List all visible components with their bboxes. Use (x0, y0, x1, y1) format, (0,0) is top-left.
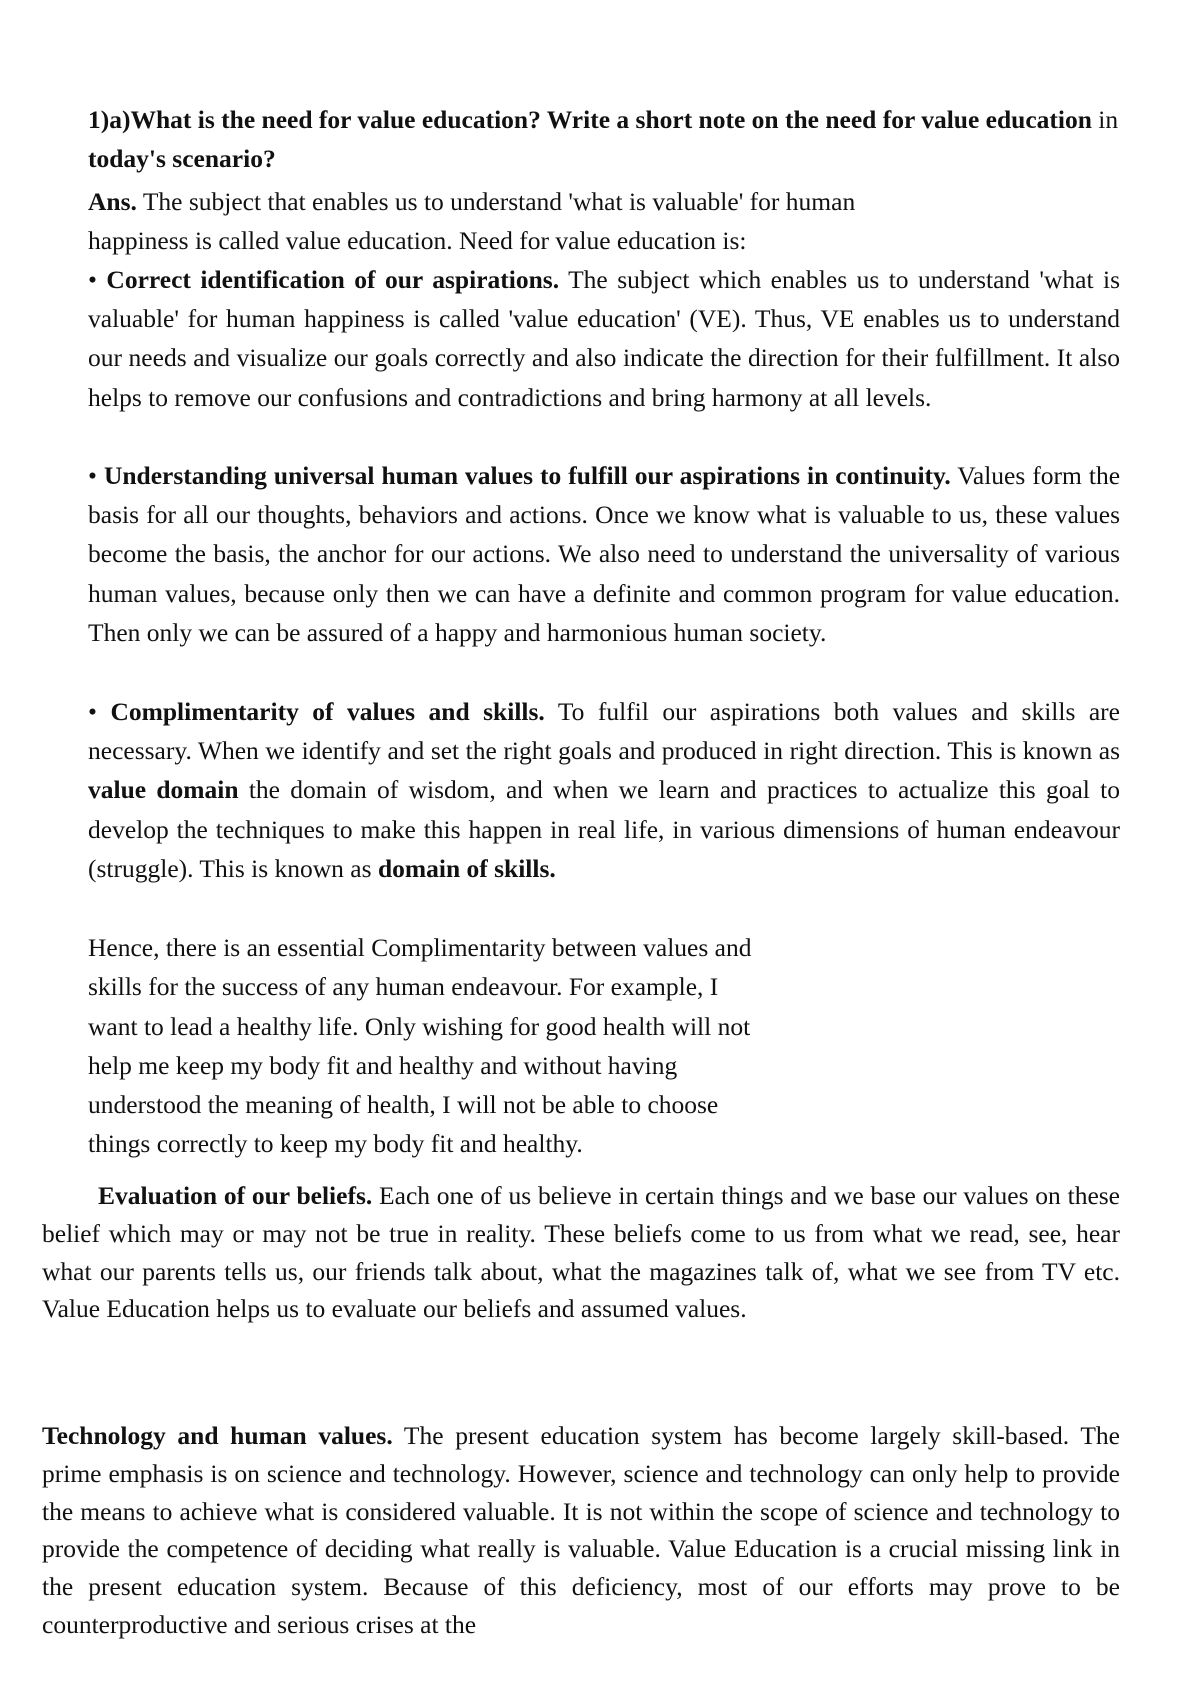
question-title-end: today's scenario? (88, 144, 276, 173)
bullet-text: Values form the basis for all our thoughts, behaviors and actions. Once we know what is valuable to us, these values become the basis, the anchor for our actions. We also need to understand the universality of various human values, because only then we can have a definite and common program for value education. Then only we can be assured of a happy and harmonious human society. (88, 461, 1121, 647)
bullet-marker: • (88, 697, 97, 726)
evaluation-text: Each one of us believe in certain things and we base our values on these belief which may or may not be true in reality. These beliefs come to us from what we read, see, hear what our parents tells us, our friends talk about, what the magazines talk of, what we see from TV etc. Value Education helps us to evaluate our beliefs and assumed values. (42, 1181, 1120, 1324)
bullet-heading: Understanding universal human values to fulfill our aspirations in continuity. (103, 461, 951, 490)
bullet-heading: Complimentarity of values and skills. (110, 697, 545, 726)
bullet-heading: Correct identification of our aspirations. (106, 265, 560, 294)
hence-line: help me keep my body fit and healthy and without having (88, 1050, 678, 1080)
answer-line-2: happiness is called value education. Need for value education is: (88, 226, 747, 256)
answer-label: Ans. (88, 187, 137, 216)
hence-line: want to lead a healthy life. Only wishing for good health will not (88, 1011, 751, 1041)
technology-text: The present education system has become largely skill-based. The prime emphasis is on science and technology. However, science and technology can only help to provide the means to achieve what is considered valuable. It is not within the scope of science and technology to provide the competence of deciding what really is valuable. Value Education is a crucial missing link in the present education system. Because of this deficiency, most of our efforts may prove to be counterproductive and serious crises at the (42, 1421, 1120, 1639)
bullet-paragraph-aspirations (88, 260, 1120, 417)
bullet-text: The subject which enables us to understand 'what is valuable' for human happiness is called 'value education' (VE). Thus, VE enables us to understand our needs and visualize our goals correctly and also indicate the direction for their fulfillment. It also helps to remove our confusions and contradictions and bring harmony at all levels. (88, 265, 1121, 412)
hence-line: Hence, there is an essential Complimentarity between values and (88, 933, 752, 962)
bullet-text: To fulfil our aspirations both values and skills are necessary. When we identify and set the right goals and produced in right direction. This is known as (88, 697, 1120, 766)
bullet-marker: • (88, 461, 97, 490)
bullet-paragraph-universal-values (88, 456, 1120, 652)
bullet-text-continued: the domain of wisdom, and when we learn and practices to actualize this goal to develop the techniques to make this happen in real life, in various dimensions of human endeavour (struggle). This is known as (88, 775, 1120, 883)
bullet-paragraph-complimentarity (88, 692, 1120, 888)
question-heading (88, 100, 1131, 178)
evaluation-heading: Evaluation of our beliefs. (98, 1181, 373, 1210)
technology-heading: Technology and human values. (42, 1421, 393, 1450)
hence-line: things correctly to keep my body fit and healthy. (88, 1129, 583, 1159)
bullet-marker: • (88, 265, 97, 294)
value-domain-term: value domain (88, 775, 239, 805)
technology-paragraph (42, 1417, 1120, 1644)
answer-intro (88, 182, 1128, 260)
question-title: 1)a)What is the need for value education? Write a short note on the need for value education (88, 105, 1092, 134)
domain-of-skills-term: domain of skills. (377, 853, 556, 883)
hence-line: understood the meaning of health, I will not be able to choose (88, 1090, 719, 1120)
evaluation-paragraph (42, 1177, 1120, 1328)
answer-line-1: The subject that enables us to understand 'what is valuable' for human (136, 187, 856, 216)
hence-line: skills for the success of any human endeavour. For example, I (88, 972, 719, 1002)
hence-paragraph (88, 928, 888, 1164)
question-title-connector: in (1091, 105, 1119, 134)
